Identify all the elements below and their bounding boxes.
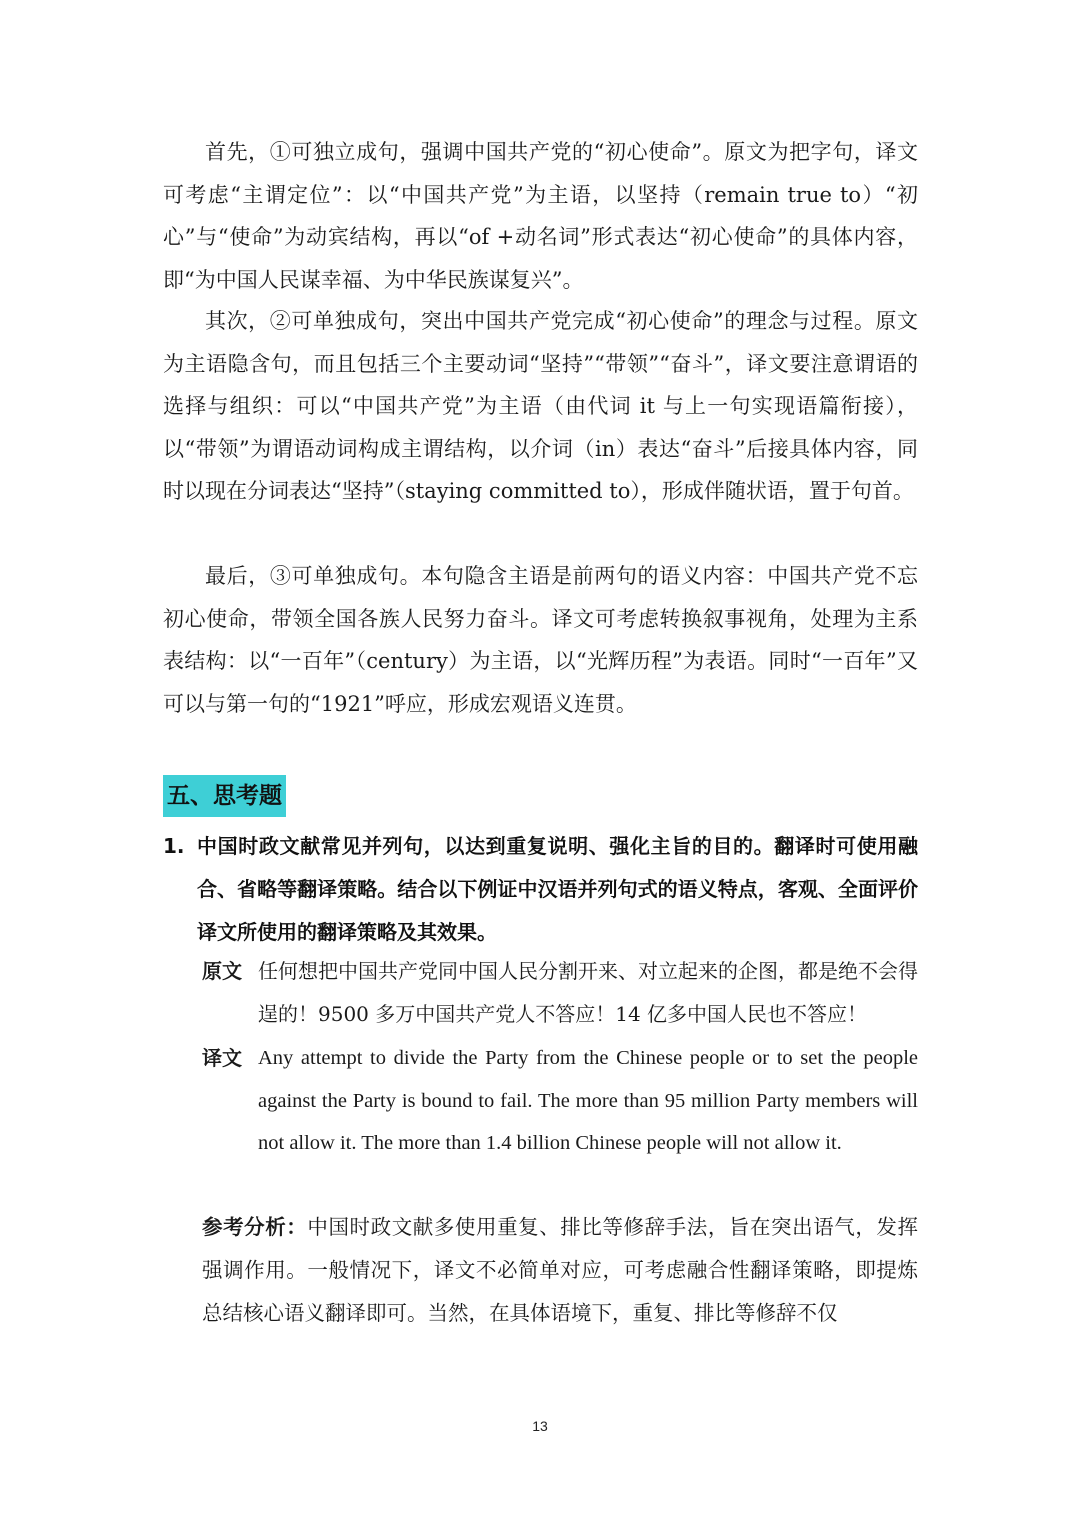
question-text: 中国时政文献常见并列句，以达到重复说明、强化主旨的目的。翻译时可使用融合、省略等翻译策略。结合以下例证中汉语并列句式的语义特点，客观、全面评价译文所使用的翻译策略及其效果。 [197,834,918,944]
page-number: 13 [532,1418,548,1434]
source-text: 任何想把中国共产党同中国人民分割开来、对立起来的企图，都是绝不会得逞的！9500 多万中国共产党人不答应！14 亿多中国人民也不答应！ [258,959,918,1026]
translation-text-block [202,1037,918,1165]
question-number: 1. [163,834,185,858]
translation-text: Any attempt to divide the Party from the Chinese people or to set the people against the Party is bound to fail. The more than 95 million Party members will not allow it. The more than 1.4 billion Chinese people will not allow it. [258,1047,918,1154]
analysis-text: 中国时政文献多使用重复、排比等修辞手法，旨在突出语气，发挥强调作用。一般情况下，译文不必简单对应，可考虑融合性翻译策略，即提炼总结核心语义翻译即可。当然，在具体语境下，重复、排比等修辞不仅 [202,1215,919,1325]
analysis-paragraph-first: 首先，①可独立成句，强调中国共产党的“初心使命”。原文为把字句，译文可考虑“主谓定位”：以“中国共产党”为主语，以坚持（remain true to）“初心”与“使命”为动宾结构，再以“of +动名词”形式表达“初心使命”的具体内容，即“为中国人民谋幸福、为中华民族谋复兴”。 [163,140,918,292]
reference-analysis [202,1206,918,1335]
question-item [163,825,918,954]
analysis-paragraph-second: 其次，②可单独成句，突出中国共产党完成“初心使命”的理念与过程。原文为主语隐含句，而且包括三个主要动词“坚持”“带领”“奋斗”，译文要注意谓语的选择与组织：可以“中国共产党”为主语（由代词 it 与上一句实现语篇衔接），以“带领”为谓语动词构成主谓结构，以介词（in）表达“奋斗”后接具体内容，同时以现在分词表达“坚持”（staying committed to），形成伴随状语，置于句首。 [163,309,918,503]
source-text-block [202,950,918,1035]
analysis-label: 参考分析： [202,1215,308,1239]
source-label: 原文 [202,959,242,983]
translation-label: 译文 [202,1046,242,1070]
analysis-paragraph-third: 最后，③可单独成句。本句隐含主语是前两句的语义内容：中国共产党不忘初心使命，带领全国各族人民努力奋斗。译文可考虑转换叙事视角，处理为主系表结构：以“一百年”（century）为主语，以“光辉历程”为表语。同时“一百年”又可以与第一句的“1921”呼应，形成宏观语义连贯。 [163,564,918,716]
section-heading: 五、思考题 [163,775,286,817]
